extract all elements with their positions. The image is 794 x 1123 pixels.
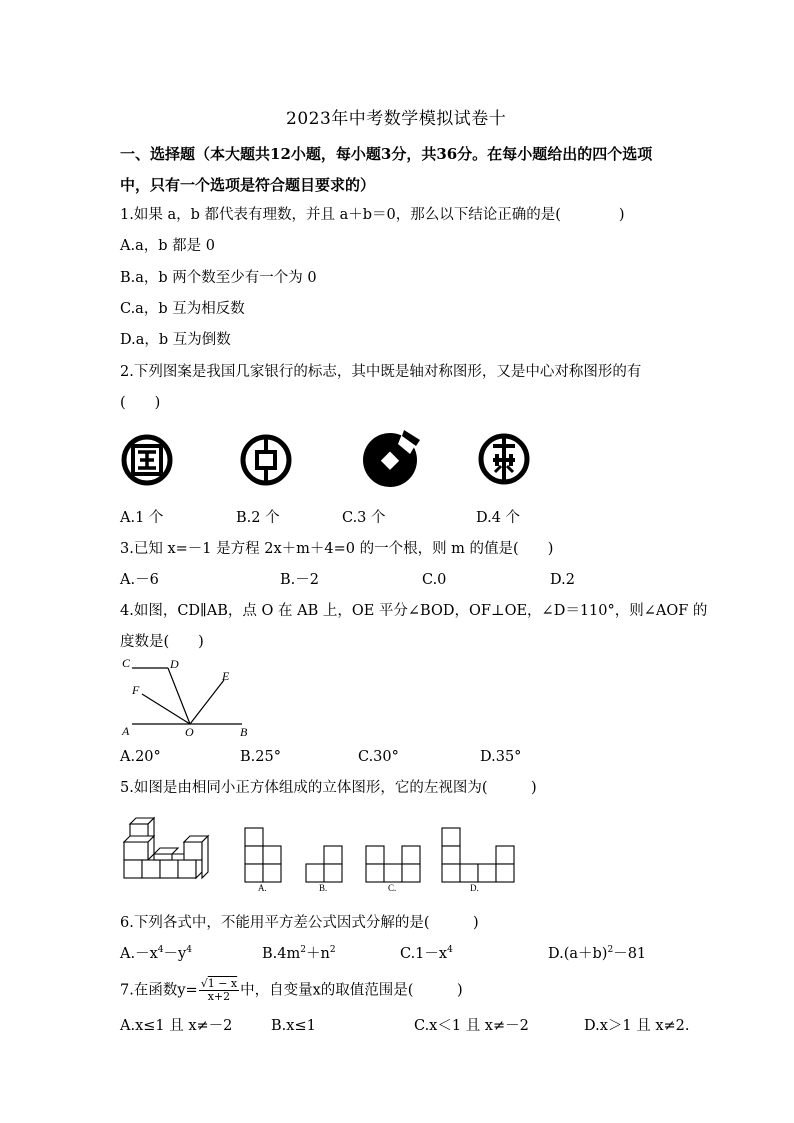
q6-stem: 6.下列各式中，不能用平方差公式因式分解的是( ): [120, 915, 479, 931]
page-title: 2023年中考数学模拟试卷十: [286, 109, 507, 129]
q4-geometry-figure: [118, 654, 258, 742]
section-header-line1: 一、选择题（本大题共12小题，每小题3分，共36分。在每小题给出的四个选项: [120, 145, 653, 163]
q4-stem-line2: 度数是( ): [120, 634, 204, 650]
q5-label-a: A.: [258, 883, 267, 892]
q7-option-a: A.x≤1 且 x≠－2: [120, 1018, 233, 1034]
q7-option-d: D.x＞1 且 x≠2.: [584, 1018, 690, 1034]
q3-option-b: B.－2: [280, 572, 319, 588]
q4-option-b: B.25°: [240, 749, 281, 765]
q2-stem-line1: 2.下列图案是我国几家银行的标志，其中既是轴对称图形，又是中心对称图形的有: [120, 364, 642, 380]
q3-option-a: A.－6: [120, 572, 159, 588]
q5-label-c: C.: [388, 883, 397, 892]
label-f: F: [132, 683, 140, 697]
q7-option-c: C.x＜1 且 x≠－2: [414, 1018, 529, 1034]
q2-option-b: B.2 个: [236, 510, 280, 526]
q1-stem: 1.如果 a，b 都代表有理数，并且 a＋b＝0，那么以下结论正确的是( ): [120, 207, 625, 223]
q5-view-d: [440, 826, 520, 892]
label-o: O: [185, 725, 194, 739]
label-b: B: [240, 725, 248, 739]
bank-logo-2: [238, 428, 298, 492]
q5-label-d: D.: [470, 883, 479, 892]
q2-option-d: D.4 个: [476, 510, 521, 526]
q1-option-b: B.a，b 两个数至少有一个为 0: [120, 270, 317, 286]
q2-option-a: A.1 个: [120, 510, 164, 526]
q5-view-b: [304, 840, 346, 892]
q4-option-c: C.30°: [358, 749, 399, 765]
q5-cube-solid: [120, 812, 220, 884]
label-c: C: [122, 656, 131, 670]
q4-stem-line1: 4.如图，CD∥AB，点 O 在 AB 上，OE 平分∠BOD，OF⊥OE，∠D＝110°，则∠AOF 的: [120, 603, 708, 619]
q5-view-c: [364, 840, 424, 892]
q4-option-d: D.35°: [480, 749, 522, 765]
q5-label-b: B.: [319, 883, 328, 892]
q6-option-c: $C.1-x^4$: [400, 945, 453, 962]
q7-fraction: $\frac{√1 - x}{x+2}$: [200, 977, 238, 1003]
label-d: D: [170, 657, 179, 671]
q6-option-a: $A.-x^4-y^4$: [120, 945, 192, 962]
q5-view-a: [243, 826, 285, 892]
q2-stem-line2: ( ): [120, 395, 161, 411]
q3-stem: 3.已知 x=－1 是方程 2x＋m＋4=0 的一个根，则 m 的值是( ): [120, 541, 554, 557]
bank-logo-3: [358, 426, 422, 492]
q6-option-b: $B.4m^2+n^2$: [262, 945, 336, 962]
bank-logo-4: [475, 426, 535, 492]
q3-option-c: C.0: [422, 572, 447, 588]
q1-option-a: A.a，b 都是 0: [120, 238, 215, 254]
label-a: A: [122, 724, 130, 738]
q7-stem: 7.在函数y= $\frac{√1 - x}{x+2}$ 中，自变量x的取值范围是( ): [120, 977, 463, 1003]
q1-option-d: D.a，b 互为倒数: [120, 332, 231, 348]
q6-option-d: $D.(a+b)^2-81$: [548, 945, 647, 962]
q7-option-b: B.x≤1: [271, 1018, 316, 1034]
q4-option-a: A.20°: [120, 749, 161, 765]
q5-stem: 5.如图是由相同小正方体组成的立体图形，它的左视图为( ): [120, 780, 537, 796]
section-header-line2: 中，只有一个选项是符合题目要求的）: [120, 176, 376, 194]
q3-option-d: D.2: [550, 572, 575, 588]
label-e: E: [222, 669, 230, 683]
q2-option-c: C.3 个: [342, 510, 386, 526]
q1-option-c: C.a，b 互为相反数: [120, 301, 245, 317]
bank-logo-1: [118, 428, 178, 492]
